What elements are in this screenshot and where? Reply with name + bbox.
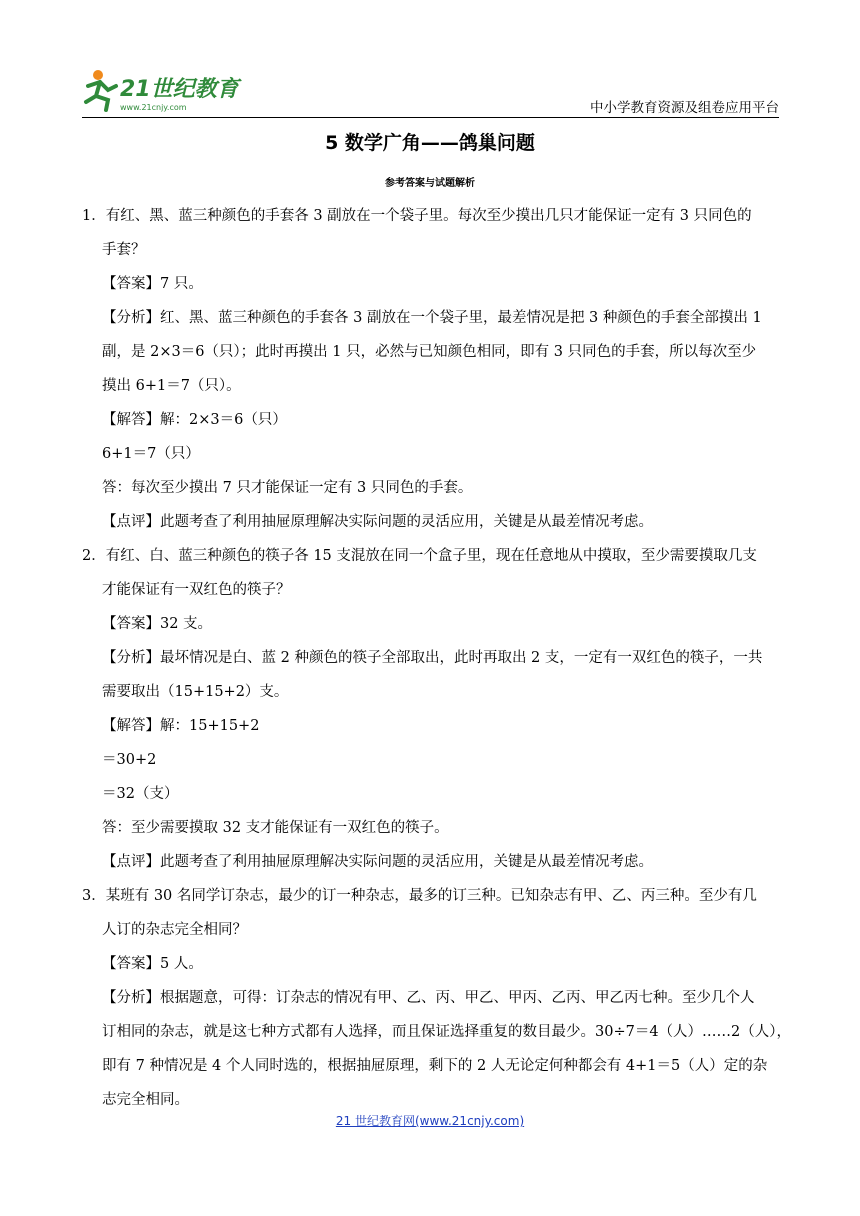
q3-analysis-line-4: 志完全相同。 [102,1092,189,1108]
q2-analysis-line-1: 【分析】最坏情况是白、蓝 2 种颜色的筷子全部取出，此时再取出 2 支，一定有一双红色的筷子，一共 [102,650,763,666]
21cnjy-logo [82,66,257,116]
q2-analysis-line-2: 需要取出（15+15+2）支。 [102,684,289,700]
q2-solution-line-1: 【解答】解：15+15+2 [102,718,260,734]
q1-solution-line-1: 【解答】解：2×3＝6（只） [102,412,287,428]
q1-analysis-line-1: 【分析】红、黑、蓝三种颜色的手套各 3 副放在一个袋子里，最差情况是把 3 种颜色的手套全部摸出 1 [102,310,762,326]
question-2 [82,539,782,879]
q3-analysis-line-1: 【分析】根据题意，可得：订杂志的情况有甲、乙、丙、甲乙、甲丙、乙丙、甲乙丙七种。至少几个人 [102,990,755,1006]
footer-link[interactable]: 21 世纪教育网(www.21cnjy.com) [335,1114,525,1128]
q2-answer: 【答案】32 支。 [102,616,213,632]
question-1 [82,199,782,539]
q3-analysis-line-2: 订相同的杂志，就是这七种方式都有人选择，而且保证选择重复的数目最少。30÷7＝4（人）……2（人）， [102,1024,792,1040]
q1-analysis-line-3: 摸出 6+1＝7（只）。 [102,378,241,394]
logo-text: 21世纪教育 [120,77,239,102]
q2-stem-line-1: 2．有红、白、蓝三种颜色的筷子各 15 支混放在同一个盒子里，现在任意地从中摸取，至少需要摸取几支 [82,548,757,564]
q1-analysis-line-2: 副，是 2×3＝6（只）；此时再摸出 1 只，必然与已知颜色相同，即有 3 只同色的手套，所以每次至少 [102,344,757,360]
q3-answer: 【答案】5 人。 [102,956,203,972]
q2-comment: 【点评】此题考查了利用抽屉原理解决实际问题的灵活应用，关键是从最差情况考虑。 [102,854,653,870]
q1-solution-line-3: 答：每次至少摸出 7 只才能保证一定有 3 只同色的手套。 [102,480,473,496]
page-footer [0,1112,860,1129]
q2-solution-line-4: 答：至少需要摸取 32 支才能保证有一双红色的筷子。 [102,820,449,836]
q1-stem-line-2: 手套？ [102,242,146,258]
q3-stem-line-1: 3．某班有 30 名同学订杂志，最少的订一种杂志，最多的订三种。已知杂志有甲、乙、丙三种。至少有几 [82,888,757,904]
document-body [82,199,792,1117]
platform-name: 中小学教育资源及组卷应用平台 [590,100,779,116]
question-3 [82,879,792,1117]
q2-stem-line-2: 才能保证有一双红色的筷子？ [102,582,291,598]
q1-answer: 【答案】7 只。 [102,276,203,292]
q1-stem-line-1: 1．有红、黑、蓝三种颜色的手套各 3 副放在一个袋子里。每次至少摸出几只才能保证一定有 3 只同色的 [82,208,752,224]
q2-solution-line-2: ＝30+2 [102,752,157,768]
q3-analysis-line-3: 即有 7 种情况是 4 个人同时选的，根据抽屉原理，剩下的 2 人无论定何种都会有 4+1＝5（人）定的杂 [102,1058,768,1074]
q3-stem-line-2: 人订的杂志完全相同？ [102,922,247,938]
page-title: 5 数学广角——鸽巢问题 [325,132,535,154]
q1-solution-line-2: 6+1＝7（只） [102,446,200,462]
q2-solution-line-3: ＝32（支） [102,786,179,802]
header-divider [82,117,779,118]
q1-comment: 【点评】此题考查了利用抽屉原理解决实际问题的灵活应用，关键是从最差情况考虑。 [102,514,653,530]
page-subtitle: 参考答案与试题解析 [385,178,475,189]
logo-url: www.21cnjy.com [120,103,187,112]
page-header [82,66,779,118]
